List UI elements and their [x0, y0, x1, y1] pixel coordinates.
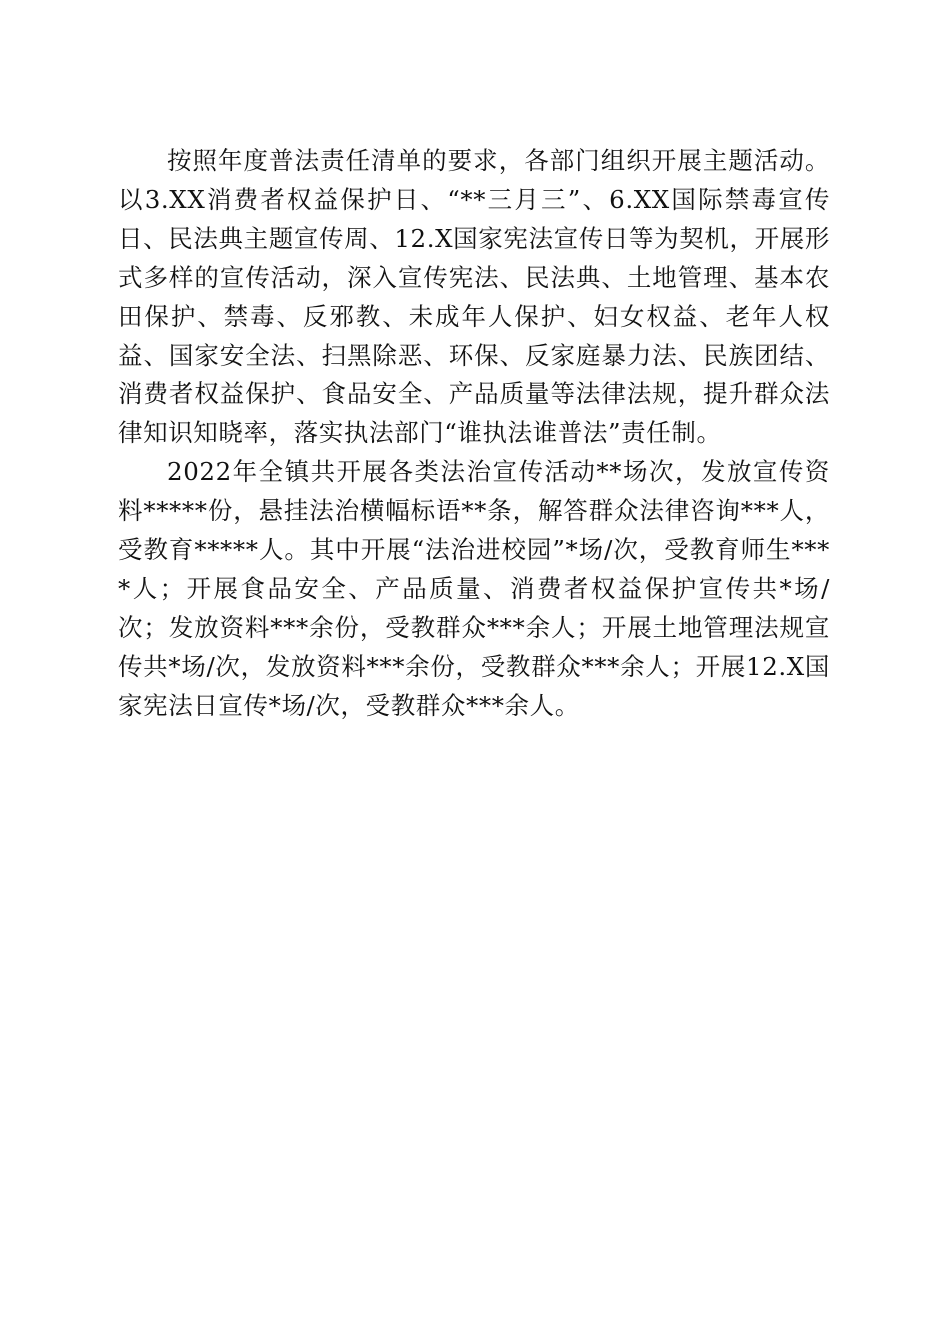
- paragraph-statistics: 2022年全镇共开展各类法治宣传活动**场次，发放宣传资料*****份，悬挂法治横幅标语**条，解答群众法律咨询***人，受教育*****人。其中开展“法治进校园”*场/次，受教育师生****人；开展食品安全、产品质量、消费者权益保护宣传共*场/次；发放资料***余份，受教群众***余人；开展土地管理法规宣传共*场/次，发放资料***余份，受教群众***余人；开展12.X国家宪法日宣传*场/次，受教群众***余人。: [118, 457, 830, 720]
- paragraph-activities: 按照年度普法责任清单的要求，各部门组织开展主题活动。以3.XX消费者权益保护日、“**三月三”、6.XX国际禁毒宣传日、民法典主题宣传周、12.X国家宪法宣传日等为契机，开展形式多样的宣传活动，深入宣传宪法、民法典、土地管理、基本农田保护、禁毒、反邪教、未成年人保护、妇女权益、老年人权益、国家安全法、扫黑除恶、环保、反家庭暴力法、民族团结、消费者权益保护、食品安全、产品质量等法律法规，提升群众法律知识知晓率，落实执法部门“谁执法谁普法”责任制。: [118, 146, 830, 448]
- document-body: [118, 142, 830, 726]
